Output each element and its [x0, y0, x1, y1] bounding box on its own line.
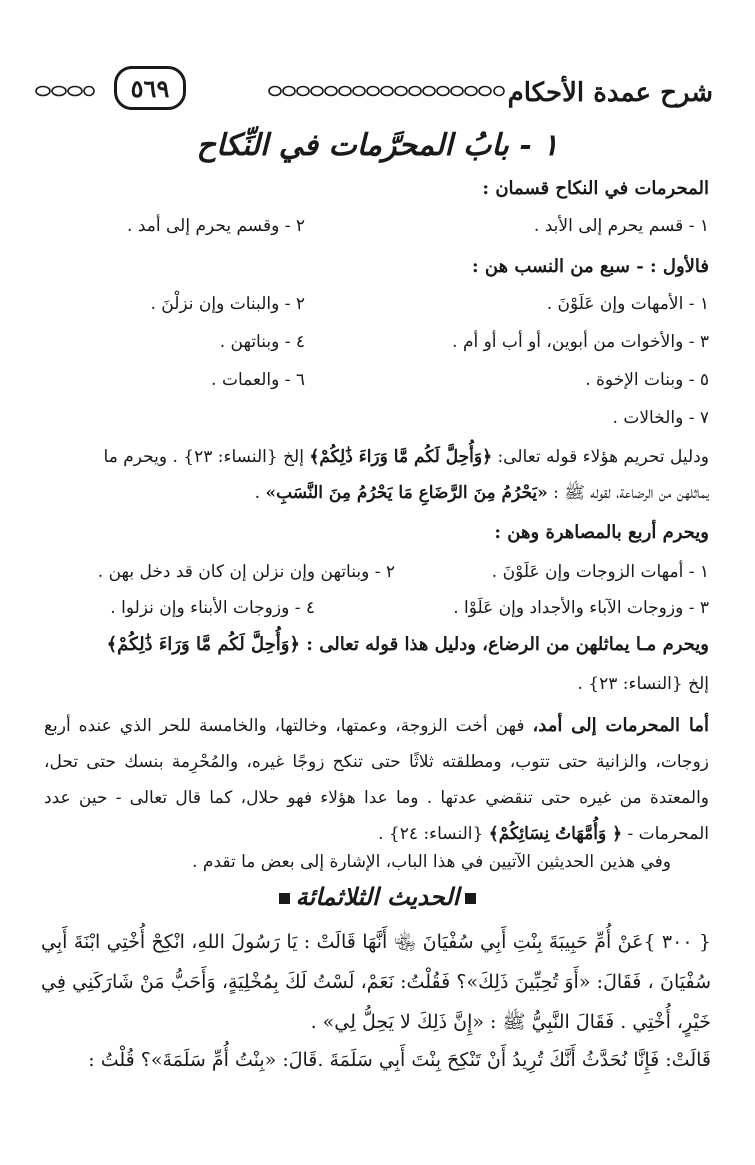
temporary-paragraph — [44, 708, 709, 852]
book-title: شرح عمدة الأحكام — [507, 78, 713, 108]
evidence-line — [255, 482, 709, 507]
intro-line: المحرمات في النكاح قسمان : — [482, 178, 709, 199]
list-item: ٧ - والخالات . — [612, 408, 709, 428]
paragraph-lead: أما المحرمات إلى أمد، — [532, 715, 709, 736]
evidence-text: ودليل تحريم هؤلاء قوله تعالى: — [492, 447, 709, 467]
header-ornament-icon — [34, 84, 96, 98]
hadith-heading-text: الحديث الثلاثمائة — [295, 882, 460, 911]
evidence-line — [104, 446, 709, 467]
nursing-line — [107, 634, 709, 655]
list-item: ٥ - وبنات الإخوة . — [585, 370, 709, 390]
quran-verse: ﴿وَأُحِلَّ لَكُم مَّا وَرَاءَ ذَٰلِكُمْ﴾ — [106, 634, 301, 655]
nursing-ref: إلخ {النساء: ٢٣} . — [577, 674, 709, 694]
list-item: ١ - أمهات الزوجات وإن عَلَوْنَ . — [491, 562, 709, 582]
header-ornament-icon — [267, 84, 505, 98]
hadith-heading — [0, 882, 755, 911]
nursing-text: ويحرم مـا يماثلهن من الرضاع، ودليل هذا قوله تعالى : — [300, 634, 709, 655]
section-heading: ويحرم أربع بالمصاهرة وهن : — [494, 522, 709, 543]
quran-verse: ﴿ وَأُمَّهَاتُ نِسَائِكُمْ﴾ — [488, 824, 623, 844]
square-bullet-icon — [279, 893, 290, 904]
hadith-continuation: قَالَتْ: فَإِنَّا نُحَدَّثُ أَنَّكَ تُرِيدُ أَنْ تَنْكِحَ بِنْتَ أَبِي سَلَمَةَ .قَالَ: «بِنْتُ أُمِّ سَلَمَةَ»؟ قُلْتُ : — [88, 1049, 711, 1071]
list-item: ١ - الأمهات وإن عَلَوْنَ . — [546, 294, 709, 314]
page-number: ٥٦٩ — [130, 73, 170, 103]
list-item: ٢ - وقسم يحرم إلى أمد . — [127, 216, 305, 236]
chapter-title: ١ - بابُ المحرَّمات في النِّكاح — [196, 128, 559, 163]
page-number-badge — [114, 66, 186, 110]
evidence-text: يماثلهن من الرضاعة، لقوله ﷺ : — [547, 483, 709, 503]
list-item: ٢ - وبناتهن وإن نزلن إن كان قد دخل بهن . — [97, 562, 395, 582]
hadith-text: { ٣٠٠ }عَنْ أُمِّ حَبِيبَةَ بِنْتِ أَبِي سُفْيَانَ ﵄ أَنَّهَا قَالَتْ : يَا رَسُولَ اللهِ، انْكِحْ أُخْتِي ابْنَةَ أَبِي سُفْيَانَ ، فَقَالَ: «أَوَ تُحِبِّينَ ذَلِكَ»؟ فَقُلْتُ: نَعَمْ، لَسْتُ لَكَ بِمُخْلِيَةٍ، وَأَحَبُّ مَنْ شَارَكَنِي فِي خَيْرٍ، أُخْتِي . فَقَالَ النَّبِيُّ ﷺ : «إِنَّ ذَلِكَ لا يَحِلُّ لِي» . — [41, 931, 711, 1033]
list-item: ٤ - وبناتهن . — [219, 332, 305, 352]
paragraph-text: فهن أخت الزوجة، وعمتها، وخالتها، والخامسة للحر الذي عنده أربع زوجات، والزانية حتى تتوب، ومطلقته ثلاثًا حتى تنكح زوجًا غيره، والمُحْرِمة بنسك حتى تحل، والمعتدة من غيره حتى تنقضي عدتها . وما عدا هؤلاء فهو حلال، كما قال تعالى - حين عدد المحرمات - — [44, 716, 709, 844]
evidence-ref: . — [254, 483, 266, 503]
list-item: ٦ - والعمات . — [211, 370, 305, 390]
quran-verse: ﴿وَأُحِلَّ لَكُم مَّا وَرَاءَ ذَٰلِكُمْ﴾ — [309, 447, 493, 467]
evidence-ref: إلخ {النساء: ٢٣} . ويحرم ما — [103, 447, 310, 467]
square-bullet-icon — [465, 893, 476, 904]
list-item: ٣ - والأخوات من أبوين، أو أب أو أم . — [452, 332, 709, 352]
section-heading: فالأول : - سبع من النسب هن : — [471, 256, 709, 277]
list-item: ٤ - وزوجات الأبناء وإن نزلوا . — [110, 598, 315, 618]
list-item: ٣ - وزوجات الآباء والأجداد وإن عَلَوْا . — [453, 598, 709, 618]
verse-ref: {النساء: ٢٤} . — [378, 824, 489, 844]
hadiths-note: وفي هذين الحديثين الآتيين في هذا الباب، الإشارة إلى بعض ما تقدم . — [192, 852, 671, 872]
list-item: ١ - قسم يحرم إلى الأبد . — [533, 216, 709, 236]
list-item: ٢ - والبنات وإن نزلْنَ . — [150, 294, 305, 314]
hadith-quote: «يَحْرُمُ مِنَ الرَّضَاعِ مَا يَحْرُمُ مِنَ النَّسَبِ» — [265, 483, 548, 503]
